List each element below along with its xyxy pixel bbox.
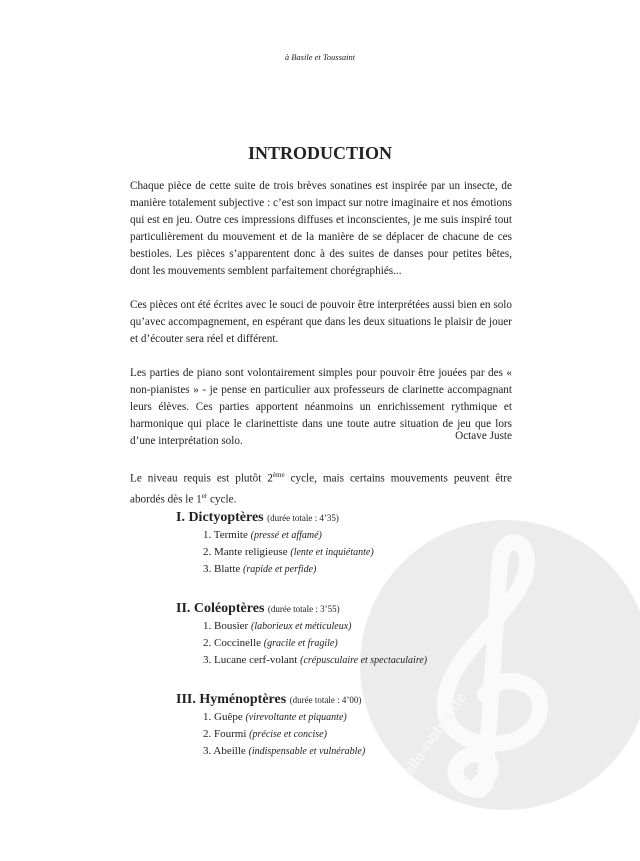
item-name: 1. Termite bbox=[203, 529, 248, 541]
item-name: 1. Guêpe bbox=[203, 711, 243, 723]
toc-item bbox=[176, 561, 427, 578]
toc-section bbox=[176, 509, 427, 578]
item-description: (rapide et perfide) bbox=[243, 564, 317, 575]
dedication: à Basile et Toussaint bbox=[284, 52, 356, 62]
signature: Octave Juste bbox=[455, 430, 512, 442]
toc-item bbox=[176, 527, 427, 544]
level-paragraph bbox=[130, 467, 512, 508]
item-description: (indispensable et vulnérable) bbox=[248, 746, 366, 757]
item-name: 2. Coccinelle bbox=[203, 637, 262, 649]
toc-section bbox=[176, 600, 427, 669]
toc-item bbox=[176, 709, 427, 726]
toc-item bbox=[176, 618, 427, 635]
item-name: 1. Bousier bbox=[203, 620, 249, 632]
section-duration: (durée totale : 4’35) bbox=[267, 513, 339, 523]
table-of-contents bbox=[176, 509, 427, 782]
toc-item bbox=[176, 544, 427, 561]
superscript: er bbox=[201, 491, 208, 500]
item-name: 3. Lucane cerf-volant bbox=[203, 654, 298, 666]
toc-item bbox=[176, 635, 427, 652]
toc-section bbox=[176, 691, 427, 760]
toc-item bbox=[176, 743, 427, 760]
item-name: 2. Fourmi bbox=[203, 728, 247, 740]
toc-item bbox=[176, 726, 427, 743]
item-description: (gracile et fragile) bbox=[263, 638, 338, 649]
toc-item bbox=[176, 652, 427, 669]
level-text: cycle, mais certains mouvements peuvent être abordés dès le 1 bbox=[130, 472, 512, 506]
section-duration: (durée totale : 4’00) bbox=[289, 695, 362, 705]
section-title: II. Coléoptères bbox=[176, 601, 265, 616]
introduction-text bbox=[130, 178, 512, 525]
paragraph: Chaque pièce de cette suite de trois brèves sonatines est inspirée par un insecte, de manière totalement subjective : c’est son impact sur notre imaginaire et nos émotions qui est en jeu. Outre ces impressions diffuses et inconscientes, je me suis inspiré tout particulièrement du mouvement et de la manière de se déplacer de chacune de ces bestioles. Les pièces s’apparentent donc à des suites de danses pour petites bêtes, dont les mouvements semblent parfaitement chorégraphiés... bbox=[130, 180, 512, 277]
item-name: 2. Mante religieuse bbox=[203, 546, 288, 558]
page-title: INTRODUCTION bbox=[247, 143, 393, 163]
level-text: Le niveau requis est plutôt 2 bbox=[130, 472, 273, 485]
item-description: (laborieux et méticuleux) bbox=[250, 621, 352, 632]
item-description: (précise et concise) bbox=[249, 729, 327, 740]
item-description: (lente et inquiétante) bbox=[290, 547, 374, 558]
section-title: III. Hyménoptères bbox=[176, 692, 287, 707]
watermark-text: alle-noten.de bbox=[400, 689, 471, 780]
section-duration: (durée totale : 3’55) bbox=[267, 604, 340, 614]
paragraph: Ces pièces ont été écrites avec le souci de pouvoir être interprétées aussi bien en solo qu’avec accompagnement, en espérant que dans les deux situations le plaisir de jouer et d’écouter sera réel et différent. bbox=[130, 299, 512, 345]
item-description: (pressé et affamé) bbox=[250, 530, 322, 541]
section-title: I. Dictyoptères bbox=[176, 510, 264, 525]
item-name: 3. Blatte bbox=[203, 563, 241, 575]
paragraph: Les parties de piano sont volontairement simples pour pouvoir être jouées par des « non-pianistes » - je pense en particulier aux professeurs de clarinette accompagnant leurs élèves. Ces parties apportent néanmoins un enrichissement rythmique et harmonique qui place le clarinettiste dans une toute autre situation de jeu que lors d’une interprétation solo. bbox=[130, 367, 512, 447]
item-description: (virevoltante et piquante) bbox=[245, 712, 347, 723]
item-description: (crépusculaire et spectaculaire) bbox=[300, 655, 428, 666]
superscript: ème bbox=[272, 471, 285, 479]
level-text: cycle. bbox=[207, 493, 237, 506]
item-name: 3. Abeille bbox=[203, 745, 246, 757]
